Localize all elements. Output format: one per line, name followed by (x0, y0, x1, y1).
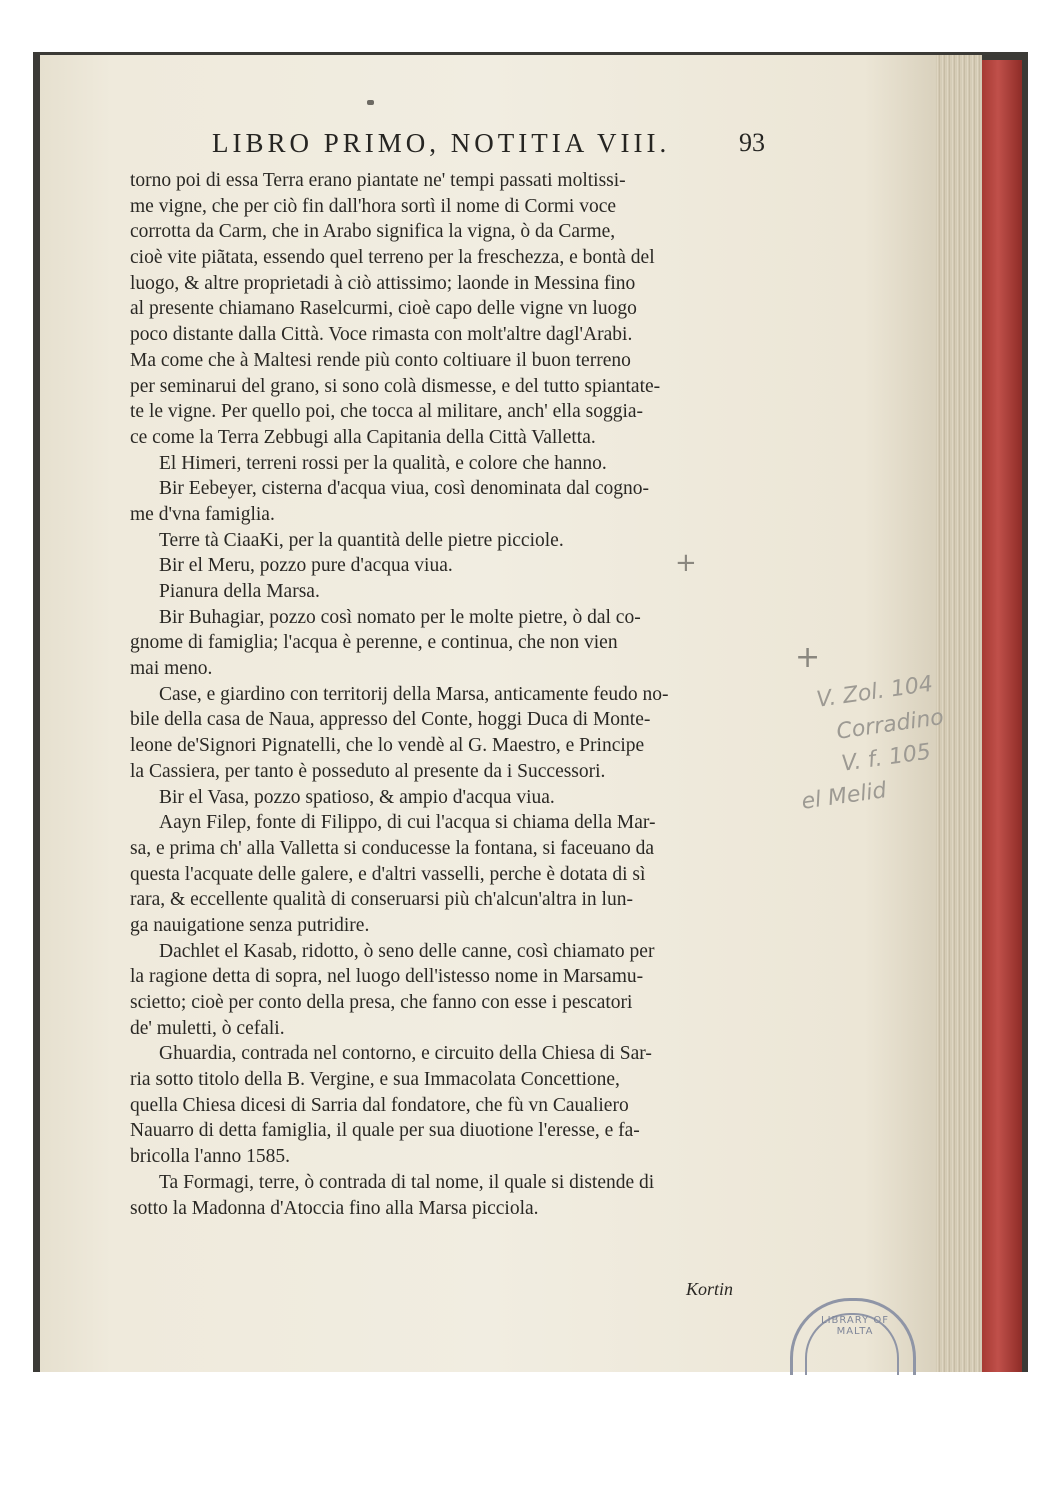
text-line: questa l'acquate delle galere, e d'altri vasselli, perche è dotata di sì (130, 863, 646, 885)
text-line: Pianura della Marsa. (159, 581, 320, 602)
text-line: scietto; cioè per conto della presa, che fanno con esse i pescatori (130, 992, 633, 1013)
text-line: la Cassiera, per tanto è posseduto al presente da i Successori. (130, 760, 606, 782)
ink-dot (367, 100, 374, 105)
text-line: Case, e giardino con territorij della Marsa, anticamente feudo no- (159, 683, 669, 705)
text-line: Ghuardia, contrada nel contorno, e circuito della Chiesa di Sar- (159, 1043, 652, 1065)
text-line: corrotta da Carm, che in Arabo significa la vigna, ò da Carme, (130, 221, 616, 243)
text-line: al presente chiamano Raselcurmi, cioè capo delle vigne vn luogo (130, 298, 637, 320)
text-line: leone de'Signori Pignatelli, che lo vendè al G. Maestro, e Principe (130, 735, 645, 757)
text-line: cioè vite piãtata, essendo quel terreno per la freschezza, e bontà del (130, 247, 655, 269)
book-cover (982, 60, 1022, 1372)
text-line: la ragione detta di sopra, nel luogo dell'istesso nome in Marsamu- (130, 966, 644, 988)
text-line: Bir el Vasa, pozzo spatioso, & ampio d'acqua viua. (159, 786, 555, 808)
text-line: te le vigne. Per quello poi, che tocca al militare, anch' ella soggia- (130, 401, 644, 423)
text-line: quella Chiesa dicesi di Sarria dal fondatore, che fù vn Caualiero (130, 1094, 629, 1116)
text-line: El Himeri, terreni rossi per la qualità, e colore che hanno. (159, 452, 607, 474)
text-line: Terre tà CiaaKi, per la quantità delle pietre picciole. (159, 529, 564, 551)
text-line: sa, e prima ch' alla Valletta si conducesse la fontana, si faceuano da (130, 837, 655, 859)
pencil-cross-mark: + (795, 640, 821, 675)
text-line: bile della casa de Naua, appresso del Conte, hoggi Duca di Monte- (130, 709, 651, 731)
marginal-note: V. Zol. 104 (815, 671, 935, 713)
stamp-text: LIBRARY OF MALTA (821, 1315, 889, 1337)
text-line: me d'vna famiglia. (130, 503, 275, 525)
text-line: ria sotto titolo della B. Vergine, e sua Immacolata Concettione, (130, 1069, 620, 1091)
text-line: de' muletti, ò cefali. (130, 1017, 285, 1039)
body-text (130, 168, 780, 1221)
text-line: ga nauigatione senza putridire. (130, 914, 370, 936)
text-line: torno poi di essa Terra erano piantate ne' tempi passati moltissi- (130, 170, 626, 191)
text-line: Nauarro di detta famiglia, il quale per sua diuotione l'eresse, e fa- (130, 1120, 640, 1142)
text-line: mai meno. (130, 658, 213, 680)
text-line: bricolla l'anno 1585. (130, 1146, 291, 1168)
text-line: Bir Eebeyer, cisterna d'acqua viua, così denominata dal cogno- (159, 478, 650, 500)
marginal-note: V. f. 105 (840, 739, 933, 777)
text-line: gnome di famiglia; l'acqua è perenne, e continua, che non vien (130, 632, 618, 654)
text-line: Bir Buhagiar, pozzo così nomato per le molte pietre, ò dal co- (159, 606, 641, 628)
page-number: 93 (739, 128, 765, 157)
text-line: rara, & eccellente qualità di conseruarsi più ch'alcun'altra in lun- (130, 889, 633, 911)
text-line: Aayn Filep, fonte di Filippo, di cui l'acqua si chiama della Mar- (159, 812, 656, 834)
text-line: ce come la Terra Zebbugi alla Capitania della Città Valletta. (130, 426, 596, 448)
text-line: Ta Formagi, terre, ò contrada di tal nome, il quale si distende di (159, 1171, 655, 1193)
text-line: Dachlet el Kasab, ridotto, ò seno delle canne, così chiamato per (159, 940, 655, 962)
text-line: me vigne, che per ciò fin dall'hora sortì il nome di Cormi voce (130, 195, 617, 217)
text-line: Ma come che à Maltesi rende più conto coltiuare il buon terreno (130, 349, 631, 371)
text-line: poco distante dalla Città. Voce rimasta con molt'altre dagl'Arabi. (130, 324, 633, 346)
pencil-cross-mark: + (675, 548, 697, 578)
text-line: per seminarui del grano, si sono colà dismesse, e del tutto spiantate- (130, 375, 661, 397)
catchword: Kortin (686, 1279, 734, 1299)
running-title: LIBRO PRIMO, NOTITIA VIII. (212, 128, 671, 158)
text-line: Bir el Meru, pozzo pure d'acqua viua. (159, 555, 453, 577)
text-line: sotto la Madonna d'Atoccia fino alla Marsa picciola. (130, 1197, 539, 1219)
marginal-note: Corradino (835, 704, 946, 745)
text-line: luogo, & altre proprietadi à ciò attissimo; laonde in Messina fino (130, 272, 636, 294)
marginal-note: el Melid (800, 778, 889, 815)
